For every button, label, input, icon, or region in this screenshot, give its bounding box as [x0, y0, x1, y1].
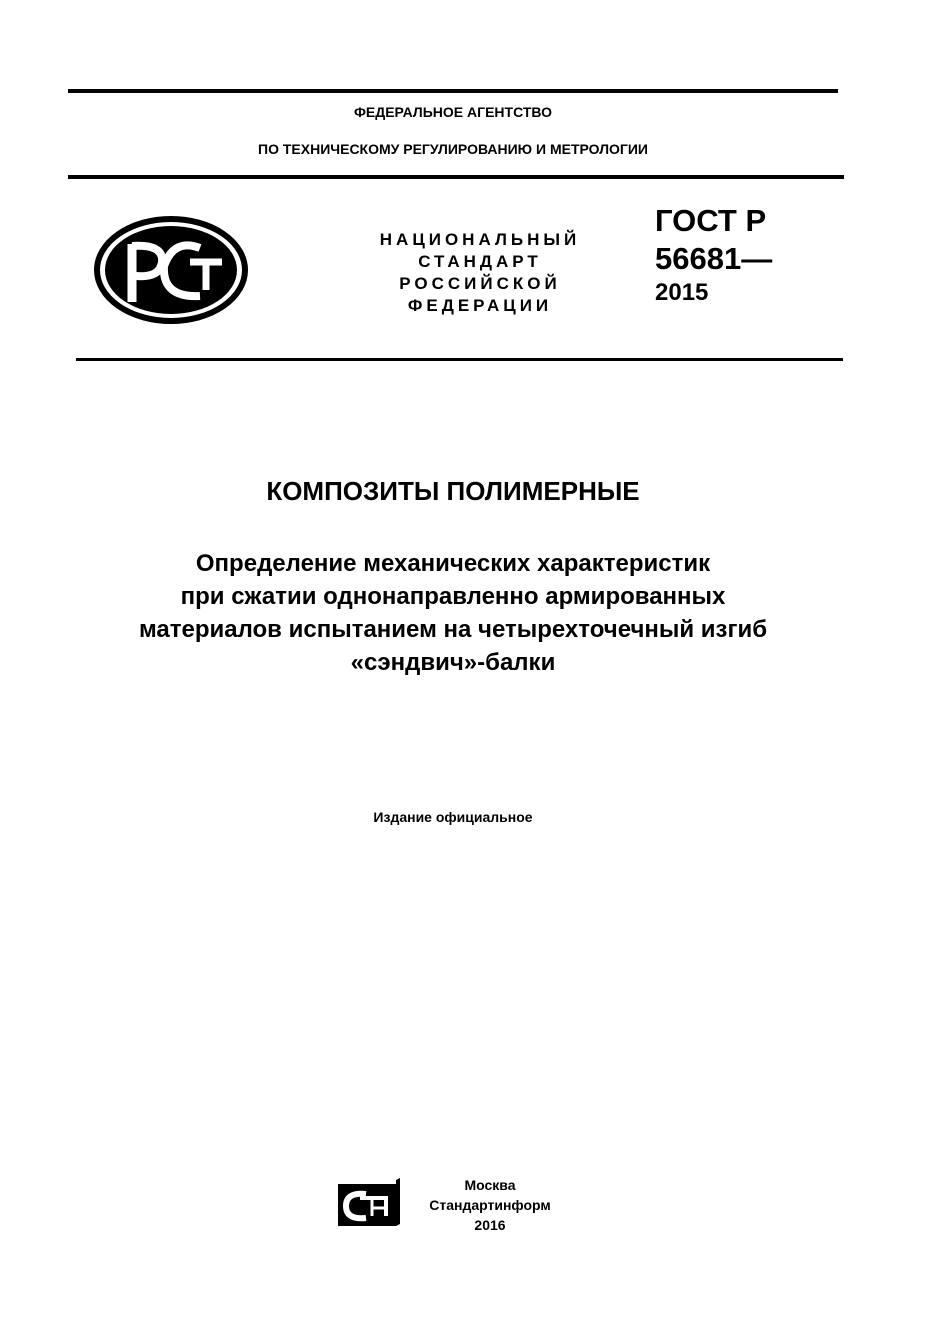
publisher-info [410, 1175, 570, 1235]
header-bottom-rule [68, 175, 844, 179]
gost-number: 56681— [655, 241, 773, 276]
national-line-2: СТАНДАРТ [418, 252, 542, 271]
standartinform-logo-icon [336, 1178, 400, 1228]
national-line-3: РОССИЙСКОЙ [399, 274, 561, 293]
gost-year: 2015 [655, 279, 709, 306]
national-standard-label [330, 229, 630, 317]
subtitle-line-1: Определение механических характеристик [195, 550, 711, 577]
designation-bottom-rule [76, 358, 843, 361]
subtitle-line-3: материалов испытанием на четырехточечный изгиб [138, 616, 768, 643]
subtitle-line-4: «сэндвич»-балки [350, 649, 556, 676]
document-subtitle [0, 547, 906, 679]
national-line-1: НАЦИОНАЛЬНЫЙ [379, 230, 581, 249]
agency-line-2: ПО ТЕХНИЧЕСКОМУ РЕГУЛИРОВАНИЮ И МЕТРОЛОГИИ [258, 141, 648, 157]
gost-designation [655, 202, 772, 308]
national-line-4: ФЕДЕРАЦИИ [407, 296, 553, 315]
top-rule [68, 89, 838, 93]
publisher-year: 2016 [474, 1217, 506, 1233]
publisher-city: Москва [464, 1177, 516, 1193]
subtitle-line-2: при сжатии однонаправленно армированных [180, 583, 726, 610]
gost-prefix: ГОСТ Р [655, 203, 767, 238]
document-title: КОМПОЗИТЫ ПОЛИМЕРНЫЕ [266, 476, 640, 506]
gost-r-logo-icon [92, 214, 250, 326]
edition-label: Издание официальное [373, 809, 533, 825]
publisher-name: Стандартинформ [429, 1197, 551, 1213]
agency-line-1: ФЕДЕРАЛЬНОЕ АГЕНТСТВО [353, 104, 553, 120]
